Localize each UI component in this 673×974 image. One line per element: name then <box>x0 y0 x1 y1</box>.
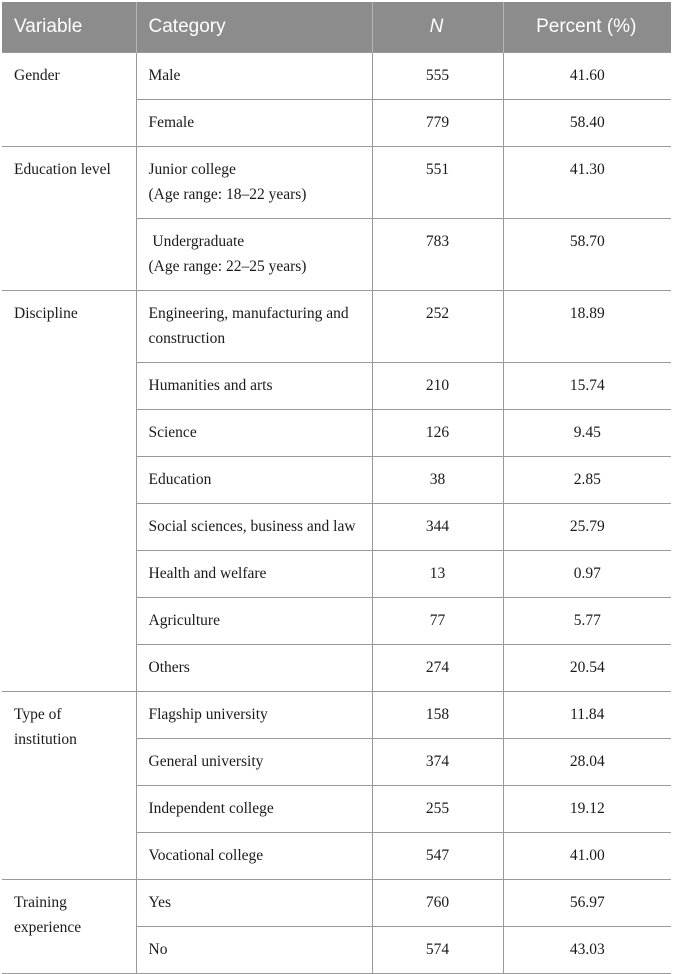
percent-cell: 58.70 <box>503 219 671 291</box>
percent-cell: 15.74 <box>503 363 671 410</box>
n-cell: 210 <box>372 363 503 410</box>
percent-cell: 18.89 <box>503 291 671 363</box>
n-cell: 274 <box>372 645 503 692</box>
n-cell: 374 <box>372 739 503 786</box>
percent-cell: 41.00 <box>503 833 671 880</box>
percent-cell: 19.12 <box>503 786 671 833</box>
variable-cell: Discipline <box>2 291 136 692</box>
category-cell: Health and welfare <box>136 551 372 598</box>
n-cell: 779 <box>372 100 503 147</box>
header-percent: Percent (%) <box>503 2 671 53</box>
category-note: (Age range: 18–22 years) <box>148 186 307 203</box>
header-n: N <box>372 2 503 53</box>
table-row <box>2 692 671 739</box>
header-variable: Variable <box>2 2 136 53</box>
n-cell: 77 <box>372 598 503 645</box>
variable-cell: Training experience <box>2 880 136 974</box>
n-cell: 13 <box>372 551 503 598</box>
category-cell: Agriculture <box>136 598 372 645</box>
percent-cell: 11.84 <box>503 692 671 739</box>
category-cell: Vocational college <box>136 833 372 880</box>
n-cell: 38 <box>372 457 503 504</box>
category-cell: Others <box>136 645 372 692</box>
n-cell: 760 <box>372 880 503 927</box>
variable-cell: Gender <box>2 53 136 147</box>
category-cell: Female <box>136 100 372 147</box>
header-category: Category <box>136 2 372 53</box>
percent-cell: 9.45 <box>503 410 671 457</box>
percent-cell: 56.97 <box>503 880 671 927</box>
percent-cell: 0.97 <box>503 551 671 598</box>
category-label: Undergraduate <box>148 233 245 250</box>
n-cell: 252 <box>372 291 503 363</box>
percent-cell: 28.04 <box>503 739 671 786</box>
category-cell: Independent college <box>136 786 372 833</box>
percent-cell: 5.77 <box>503 598 671 645</box>
n-cell: 551 <box>372 147 503 219</box>
category-cell: Flagship university <box>136 692 372 739</box>
category-cell: Science <box>136 410 372 457</box>
table-row <box>2 291 671 363</box>
category-cell: Engineering, manufacturing and construction <box>136 291 372 363</box>
category-label: Junior college <box>148 161 236 178</box>
category-cell <box>136 147 372 219</box>
category-cell: General university <box>136 739 372 786</box>
demographics-table <box>2 2 671 974</box>
n-cell: 255 <box>372 786 503 833</box>
category-cell: Social sciences, business and law <box>136 504 372 551</box>
table-row <box>2 880 671 927</box>
n-cell: 574 <box>372 927 503 974</box>
n-cell: 547 <box>372 833 503 880</box>
variable-cell: Type of institution <box>2 692 136 880</box>
category-cell: Humanities and arts <box>136 363 372 410</box>
n-cell: 344 <box>372 504 503 551</box>
category-cell <box>136 219 372 291</box>
n-cell: 783 <box>372 219 503 291</box>
category-cell: Yes <box>136 880 372 927</box>
percent-cell: 20.54 <box>503 645 671 692</box>
category-cell: Education <box>136 457 372 504</box>
percent-cell: 25.79 <box>503 504 671 551</box>
percent-cell: 2.85 <box>503 457 671 504</box>
n-cell: 126 <box>372 410 503 457</box>
table-row <box>2 147 671 219</box>
n-cell: 158 <box>372 692 503 739</box>
n-cell: 555 <box>372 53 503 100</box>
percent-cell: 43.03 <box>503 927 671 974</box>
percent-cell: 41.30 <box>503 147 671 219</box>
table-body <box>2 53 671 974</box>
table-row <box>2 53 671 100</box>
variable-cell: Education level <box>2 147 136 291</box>
category-note: (Age range: 22–25 years) <box>148 258 307 275</box>
header-row <box>2 2 671 53</box>
category-cell: Male <box>136 53 372 100</box>
category-cell: No <box>136 927 372 974</box>
percent-cell: 41.60 <box>503 53 671 100</box>
percent-cell: 58.40 <box>503 100 671 147</box>
